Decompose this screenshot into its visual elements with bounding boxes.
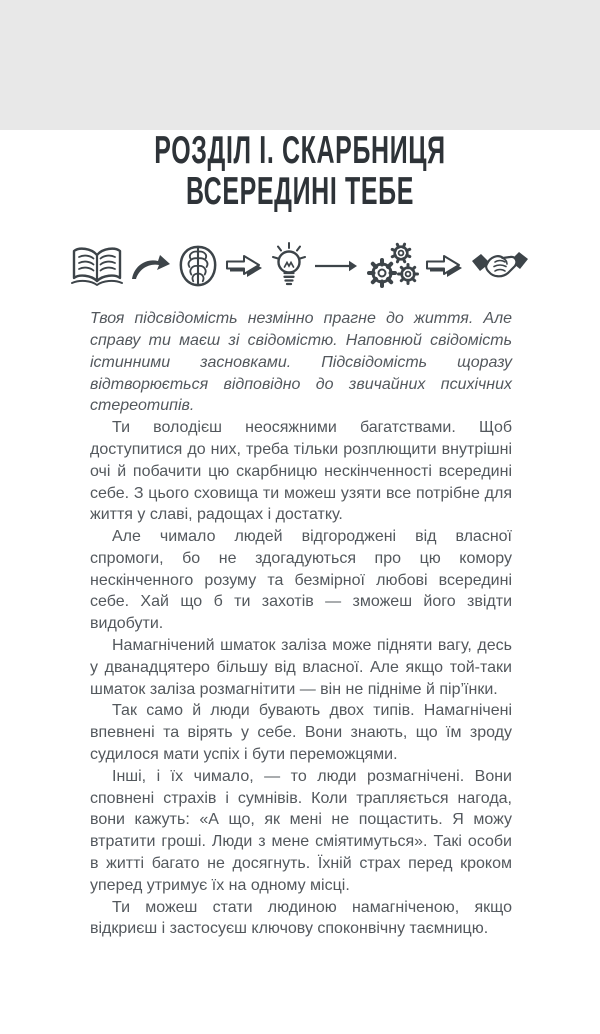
curved-arrow-icon [129, 251, 171, 281]
concept-icon-flow [0, 238, 600, 294]
paragraph: Ти володієш неосяжними багатствами. Щоб доступитися до них, треба тільки розплющити внутрішні очі й побачити цю скарбницю нескінченності всередині себе. З цього сховища ти можеш узяти все потрібне для життя у славі, радощах і достатку. [90, 419, 512, 524]
thin-arrow-icon [313, 259, 359, 273]
paragraph: Але чимало людей відгороджені від власної спромоги, бо не здогадуються про цю комору нескінченного розуму та безмірної любові всередині себе. Хай що б ти захотів — зможеш його звідти видобути. [90, 528, 512, 633]
body-text [90, 308, 512, 940]
lead-paragraph: Твоя підсвідомість незмінно прагне до життя. Але справу ти маєш зі свідомістю. Наповнюй свідомість істинними засновками. Підсвідомість щоразу відтворюється відповідно до звичайних психічних стереотипів. [90, 310, 512, 415]
paragraph: Інші, і їх чимало, — то люди розмагнічені. Вони сповнені страхів і сумнівів. Коли трапляється нагода, вони кажуть: «А що, як мені не пощастить. Я можу втратити гроші. Люди з мене сміятимуться». Такі особи в житті багато не досягнуть. Їхній страх перед кроком уперед утримує їх на одному місці. [90, 767, 512, 894]
chapter-title-line-1: РОЗДІЛ І. СКАРБНИЦЯ [154, 129, 446, 172]
book-page [0, 130, 600, 1034]
block-arrow-icon [425, 252, 465, 280]
gears-icon [365, 241, 419, 291]
open-book-icon [71, 244, 123, 288]
paragraph: Ти можеш стати людиною намагніченою, якщо відкриєш і застосуєш ключову споконвічну таємницю. [90, 898, 512, 938]
chapter-title-line-2: ВСЕРЕДИНІ ТЕБЕ [185, 170, 415, 213]
block-arrow-icon [225, 252, 265, 280]
brain-icon [177, 244, 219, 288]
chapter-title [0, 130, 600, 212]
paragraph: Намагнічений шматок заліза може підняти вагу, десь у дванадцятеро більшу від власної. Але якщо той-таки шматок заліза розмагнітити — він не підніме й пір’їнки. [90, 637, 512, 698]
lightbulb-icon [271, 242, 307, 290]
handshake-icon [471, 247, 529, 285]
paragraph: Так само й люди бувають двох типів. Намагнічені впевнені та вірять у себе. Вони знають, що їм зроду судилося мати успіх і бути переможцями. [90, 702, 512, 764]
